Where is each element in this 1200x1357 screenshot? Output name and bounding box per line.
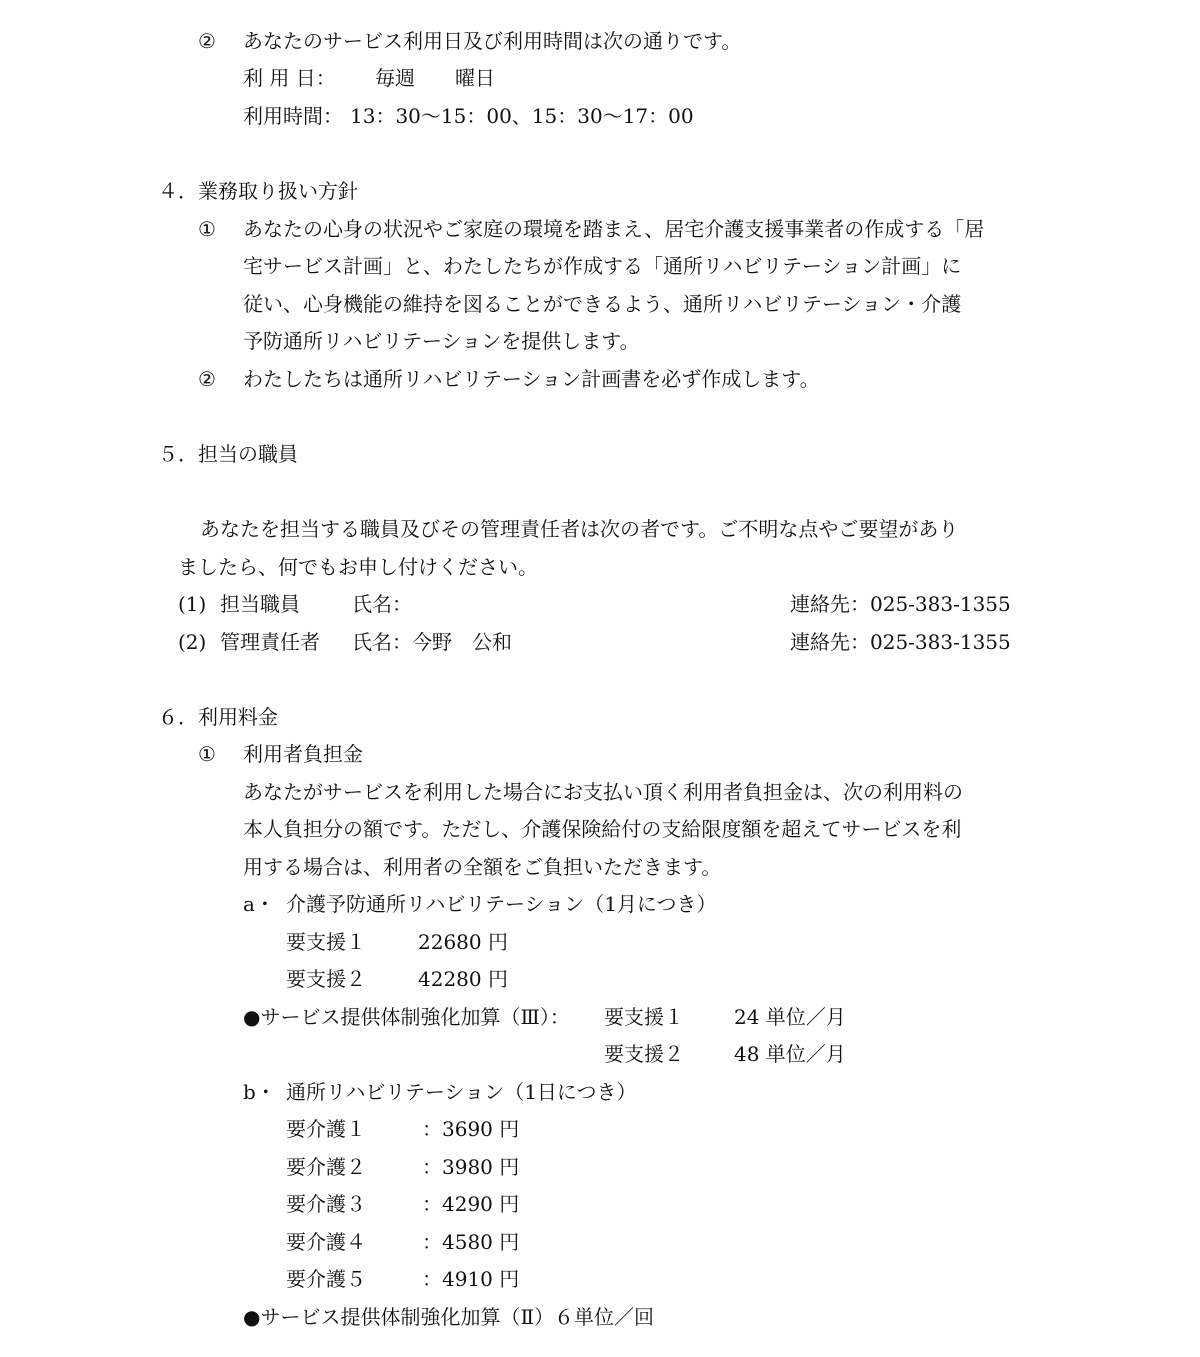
- section-heading: ５．担当の職員: [158, 442, 298, 466]
- paragraph-line: あなたがサービスを利用した場合にお支払い頂く利用者負担金は、次の利用料の: [243, 780, 963, 804]
- subsection-title: 利用者負担金: [243, 742, 363, 766]
- addon-units: 48 単位／月: [734, 1042, 846, 1066]
- addon-level: 要支援２: [604, 1042, 684, 1066]
- fee-price: ：4910 円: [422, 1267, 520, 1291]
- usage-time-label: 利用時間：: [243, 104, 343, 128]
- paragraph-line: ましたら、何でもお申し付けください。: [178, 555, 538, 579]
- section-heading: ６．利用料金: [158, 705, 278, 729]
- fee-price: ：4290 円: [422, 1192, 520, 1216]
- list-marker: ①: [198, 742, 216, 766]
- list-marker: ①: [198, 217, 216, 241]
- fee-category-title: 通所リハビリテーション（1日につき）: [286, 1080, 637, 1104]
- staff-contact: 連絡先：025-383-1355: [790, 592, 1011, 616]
- addon-title: ●サービス提供体制強化加算（Ⅲ）：: [243, 1005, 570, 1029]
- addon-units: 24 単位／月: [734, 1005, 846, 1029]
- paragraph-line: 本人負担分の額です。ただし、介護保険給付の支給限度額を超えてサービスを利: [243, 817, 962, 841]
- fee-price: ：3980 円: [422, 1155, 520, 1179]
- fee-price: 22680 円: [418, 930, 508, 954]
- fee-category-label: a・: [243, 892, 275, 916]
- paragraph-line: あなたの心身の状況やご家庭の環境を踏まえ、居宅介護支援事業者の作成する「居: [243, 217, 985, 241]
- paragraph-line: あなたのサービス利用日及び利用時間は次の通りです。: [243, 29, 742, 53]
- fee-price: ：4580 円: [422, 1230, 520, 1254]
- staff-number: (1): [178, 592, 207, 616]
- section-heading: ４．業務取り扱い方針: [158, 179, 358, 203]
- fee-level: 要支援１: [286, 930, 366, 954]
- staff-role: 管理責任者: [220, 630, 320, 654]
- list-marker: ②: [198, 29, 216, 53]
- fee-level: 要介護１: [286, 1117, 366, 1141]
- usage-day-label: 利 用 日：: [243, 66, 336, 90]
- fee-price: ：3690 円: [422, 1117, 520, 1141]
- fee-category-label: b・: [243, 1080, 276, 1104]
- staff-name: 氏名：: [352, 592, 412, 616]
- paragraph-line: 従い、心身機能の維持を図ることができるよう、通所リハビリテーション・介護: [243, 292, 962, 316]
- addon-title: ●サービス提供体制強化加算（Ⅱ）６単位／回: [243, 1305, 655, 1329]
- paragraph-line: 宅サービス計画」と、わたしたちが作成する「通所リハビリテーション計画」に: [243, 254, 962, 278]
- paragraph-line: 予防通所リハビリテーションを提供します。: [243, 329, 640, 353]
- paragraph-line: あなたを担当する職員及びその管理責任者は次の者です。ご不明な点やご要望があり: [200, 517, 959, 541]
- usage-time-value: 13：30〜15：00、15：30〜17：00: [350, 104, 694, 128]
- staff-role: 担当職員: [220, 592, 300, 616]
- paragraph-line: 用する場合は、利用者の全額をご負担いただきます。: [243, 855, 722, 879]
- paragraph-line: わたしたちは通所リハビリテーション計画書を必ず作成します。: [243, 367, 820, 391]
- fee-level: 要介護５: [286, 1267, 366, 1291]
- fee-level: 要介護２: [286, 1155, 366, 1179]
- usage-day-value: 毎週 曜日: [375, 66, 495, 90]
- fee-category-title: 介護予防通所リハビリテーション（1月につき）: [286, 892, 717, 916]
- fee-level: 要介護４: [286, 1230, 366, 1254]
- fee-level: 要支援２: [286, 967, 366, 991]
- addon-level: 要支援１: [604, 1005, 684, 1029]
- staff-number: (2): [178, 630, 207, 654]
- staff-contact: 連絡先：025-383-1355: [790, 630, 1011, 654]
- list-marker: ②: [198, 367, 216, 391]
- fee-level: 要介護３: [286, 1192, 366, 1216]
- fee-price: 42280 円: [418, 967, 508, 991]
- staff-name: 氏名：今野 公和: [352, 630, 512, 654]
